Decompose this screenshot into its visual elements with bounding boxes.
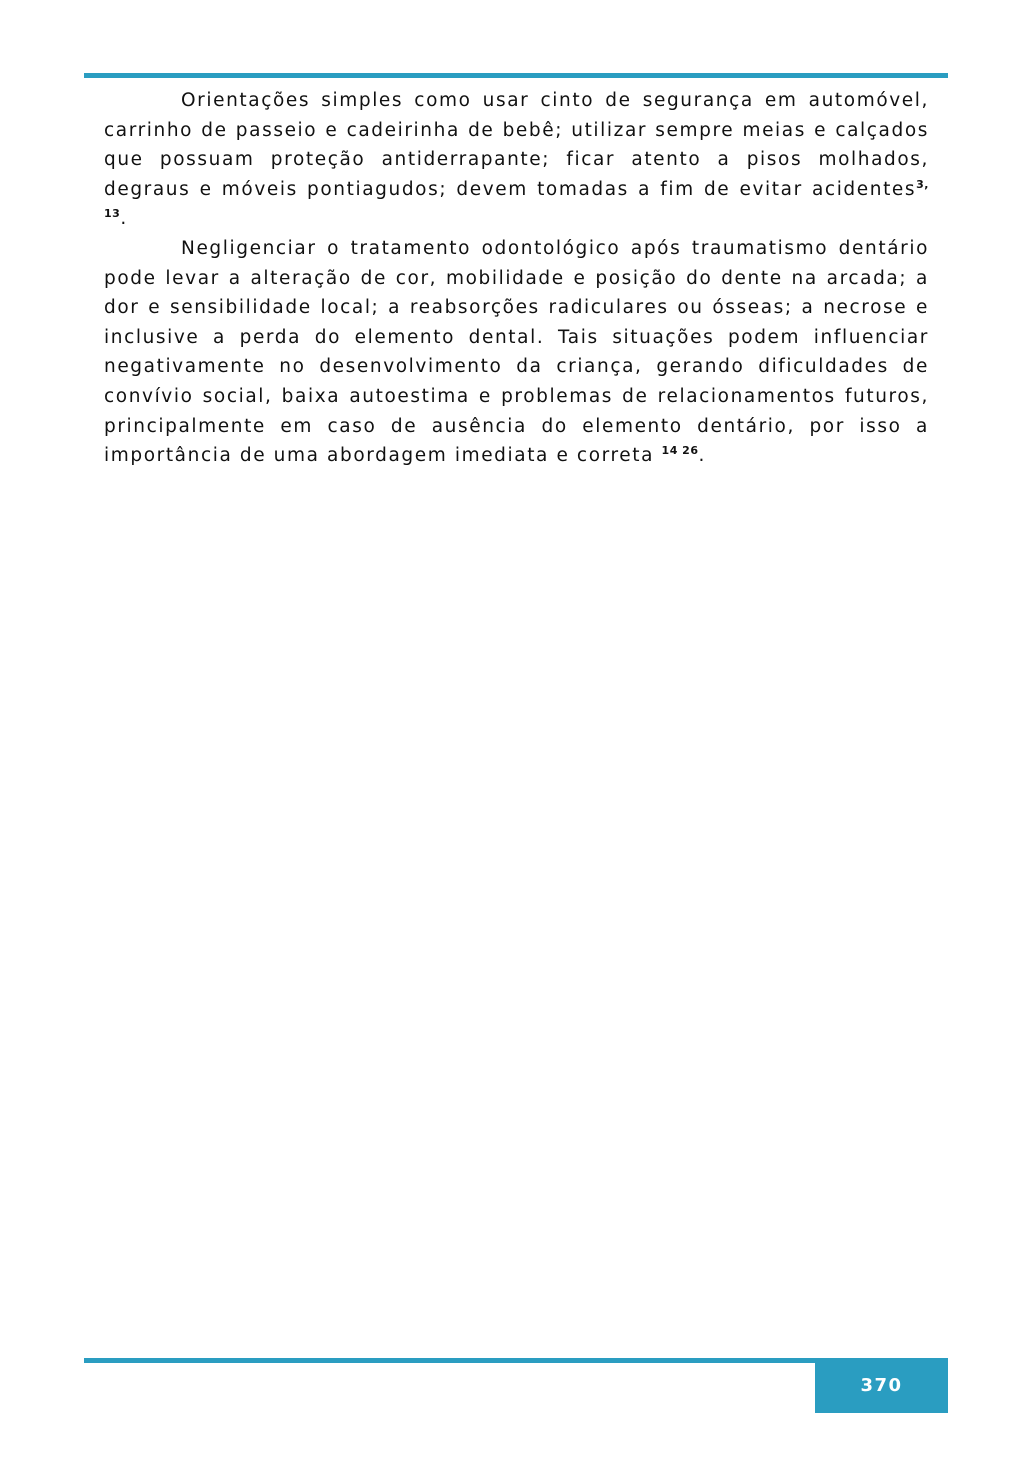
page-number-box (815, 1358, 948, 1413)
paragraph-end: . (698, 445, 706, 467)
body-text (104, 86, 929, 471)
paragraph-end: . (120, 208, 128, 230)
paragraph-text: Negligenciar o tratamento odontológico após traumatismo dentário pode levar a alteração de cor, mobilidade e posição do dente na arcada; a dor e sensibilidade local; a reabsorções radiculares ou ósseas; a necrose e inclusive a perda do elemento dental. Tais situações podem influenciar negativamente no desenvolvimento da criança, gerando dificuldades de convívio social, baixa autoestima e problemas de relacionamentos futuros, principalmente em caso de ausência do elemento dentário, por isso a importância de uma abordagem imediata e correta (104, 237, 929, 467)
paragraph-dental-neglect (104, 234, 929, 471)
paragraph-safety-tips (104, 86, 929, 234)
paragraph-text: Orientações simples como usar cinto de segurança em automóvel, carrinho de passeio e cadeirinha de bebê; utilizar sempre meias e calçados que possuam proteção antiderrapante; ficar atento a pisos molhados, degraus e móveis pontiagudos; devem tomadas a fim de evitar acidentes (104, 90, 929, 200)
page-number: 370 (860, 1375, 903, 1396)
citation-superscript: 14 26 (661, 443, 699, 457)
top-divider (84, 73, 948, 78)
citation-superscript: 3, 13 (104, 177, 929, 221)
